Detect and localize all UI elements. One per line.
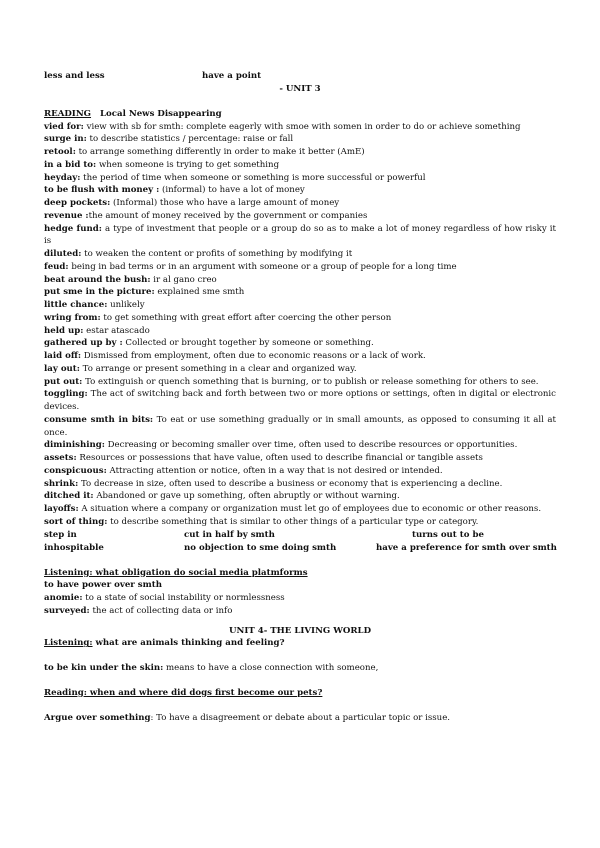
definition-entry [44,172,556,185]
definition-term: diluted: [44,249,82,259]
definition-entry [44,376,556,389]
definition-entry [44,363,556,376]
definition-entry [44,490,556,503]
definition-term: gathered up by : [44,338,123,349]
definition-text: the amount of money received by the government or companies [88,210,368,221]
definition-term: in a bid to: [44,159,97,170]
definition-term: beat around the bush: [44,274,151,285]
definition-text: A situation where a company or organization must let go of employees due to economic or other reasons. [78,504,542,514]
phrase-cell: no objection to sme doing smth [184,542,337,553]
top-phrase-right: have a point [202,71,262,81]
definition-term: conspicuous: [44,465,107,476]
definition-term: toggling: [44,389,88,400]
top-row [44,70,556,83]
definition-term: diminishing: [44,440,105,451]
reading-heading [44,108,556,121]
definition-text: To extinguish or quench something that is burning, or to publish or release something for others to see. [82,376,539,387]
listening3-heading [44,567,556,580]
definition-text: view with sb for smth: complete eagerly with smoe with somen in order to do or achieve something [83,121,521,132]
definition-term: ditched it: [44,491,94,502]
definition-text: explained sme smth [154,287,245,298]
listening4-heading [44,637,556,650]
definition-term: retool: [44,147,76,157]
definition-text: to a state of social instability or normlessness [82,593,285,603]
definition-text: to arrange something differently in order to make it better (AmE) [75,147,365,157]
definition-term: feud: [44,261,69,272]
reading4-heading [44,687,556,700]
definition-term: revenue : [44,210,89,221]
definition-term: put sme in the picture: [44,287,155,298]
definition-entry [44,579,556,592]
definition-term: to have power over smth [44,580,162,591]
definition-term: anomie: [44,593,83,603]
definition-text: being in bad terms or in an argument with someone or a group of people for a long time [68,261,457,272]
definition-entry [44,286,556,299]
unit4-heading: UNIT 4- THE LIVING WORLD [228,625,372,636]
definition-entry [44,503,556,516]
definition-entry [44,605,556,618]
definition-entry [44,210,556,223]
definition-text: Attracting attention or notice, often in a way that is not desired or intended. [106,465,443,476]
definition-term: little chance: [44,300,108,310]
definition-text: Decreasing or becoming smaller over time, often used to describe resources or opportunities. [104,440,518,451]
definition-entry [44,312,556,325]
reading4-title: Reading: when and where did dogs first become our pets? [44,687,323,698]
phrase-row-2 [44,542,556,555]
definition-entry [44,261,556,274]
reading-title: Local News Disappearing [100,108,222,119]
definition-term: heyday: [44,172,81,183]
definition-text: To arrange or present something in a clear and organized way. [79,363,357,374]
definition-text: to describe statistics / percentage: raise or fall [86,134,294,145]
definition-text: unlikely [107,300,145,310]
definition-text: Collected or brought together by someone or something. [122,338,374,349]
listening3-term-list [44,579,556,617]
phrase-cell: inhospitable [44,542,104,553]
definition-term: deep pockets: [44,198,111,208]
definition-text: ir al gano creo [150,274,217,285]
definition-entry [44,223,556,249]
definition-entry [44,133,556,146]
definition-term: surveyed: [44,605,90,616]
definition-entry [44,452,556,465]
argue-entry [44,712,556,725]
definition-term: to be flush with money : [44,185,160,196]
definition-text: (informal) to have a lot of money [159,185,305,196]
listening4-title: what are animals thinking and feeling? [92,638,285,649]
definition-term: laid off: [44,351,82,361]
definition-text: Abandoned or gave up something, often abruptly or without warning. [93,491,400,502]
definition-text: the period of time when someone or something is more successful or powerful [80,172,426,183]
unit3-term-list [44,121,556,529]
argue-term: Argue over something [44,712,151,723]
kin-def: means to have a close connection with someone, [163,663,379,673]
definition-text: to weaken the content or profits of something by modifying it [81,249,353,259]
definition-entry [44,146,556,159]
listening4-label: Listening: [44,638,93,649]
definition-text: to describe something that is similar to other things of a particular type or category. [107,516,479,527]
definition-text: estar atascado [83,325,150,336]
phrase-cell: turns out to be [412,529,484,540]
definition-term: sort of thing: [44,516,108,527]
definition-text: to get something with great effort after coercing the other person [100,312,392,323]
definition-entry [44,159,556,172]
definition-entry [44,388,556,414]
definition-text: Dismissed from employment, often due to economic reasons or a lack of work. [81,351,426,361]
definition-entry [44,350,556,363]
definition-entry [44,439,556,452]
phrase-cell: have a preference for smth over smth [376,542,557,553]
definition-term: layoffs: [44,504,79,514]
definition-term: wring from: [44,312,101,323]
definition-term: hedge fund: [44,223,102,234]
definition-term: assets: [44,453,77,463]
definition-entry [44,414,556,440]
definition-text: Resources or possessions that have value, often used to describe financial or tangible assets [76,453,483,463]
listening3-title: Listening: what obligation do social media platmforms [44,567,308,578]
definition-entry [44,516,556,529]
definition-entry [44,337,556,350]
definition-term: held up: [44,325,84,336]
definition-text: the act of collecting data or info [89,605,233,616]
definition-term: shrink: [44,478,79,489]
definition-entry [44,121,556,134]
reading-label: READING [44,108,92,119]
definition-term: surge in: [44,134,87,145]
definition-term: consume smth in bits: [44,414,154,425]
kin-term: to be kin under the skin: [44,663,164,673]
definition-text: The act of switching back and forth between two or more options or settings, often in digital or electronic devices. [44,389,556,412]
definition-entry [44,465,556,478]
definition-text: a type of investment that people or a group do so as to make a lot of money regardless of how risky it is [44,223,556,247]
definition-entry [44,325,556,338]
argue-def: : To have a disagreement or debate about a particular topic or issue. [150,712,451,723]
definition-entry [44,299,556,312]
phrase-cell: step in [44,529,77,540]
definition-entry [44,478,556,491]
definition-term: put out: [44,376,83,387]
phrase-row-1 [44,529,556,542]
phrase-cell: cut in half by smth [184,529,275,540]
definition-text: when someone is trying to get something [96,159,280,170]
definition-entry [44,248,556,261]
definition-term: lay out: [44,363,80,374]
definition-entry [44,197,556,210]
document-page [44,70,556,724]
kin-entry [44,662,556,675]
definition-entry [44,274,556,287]
unit3-heading: - UNIT 3 [279,84,321,94]
definition-entry [44,184,556,197]
definition-text: To decrease in size, often used to describe a business or economy that is experiencing a decline. [78,478,503,489]
definition-text: To eat or use something gradually or in small amounts, as opposed to consuming it all at once. [44,414,556,438]
top-phrase-left: less and less [44,71,105,81]
definition-term: vied for: [44,121,84,132]
definition-text: (Informal) those who have a large amount of money [110,198,340,208]
definition-entry [44,592,556,605]
